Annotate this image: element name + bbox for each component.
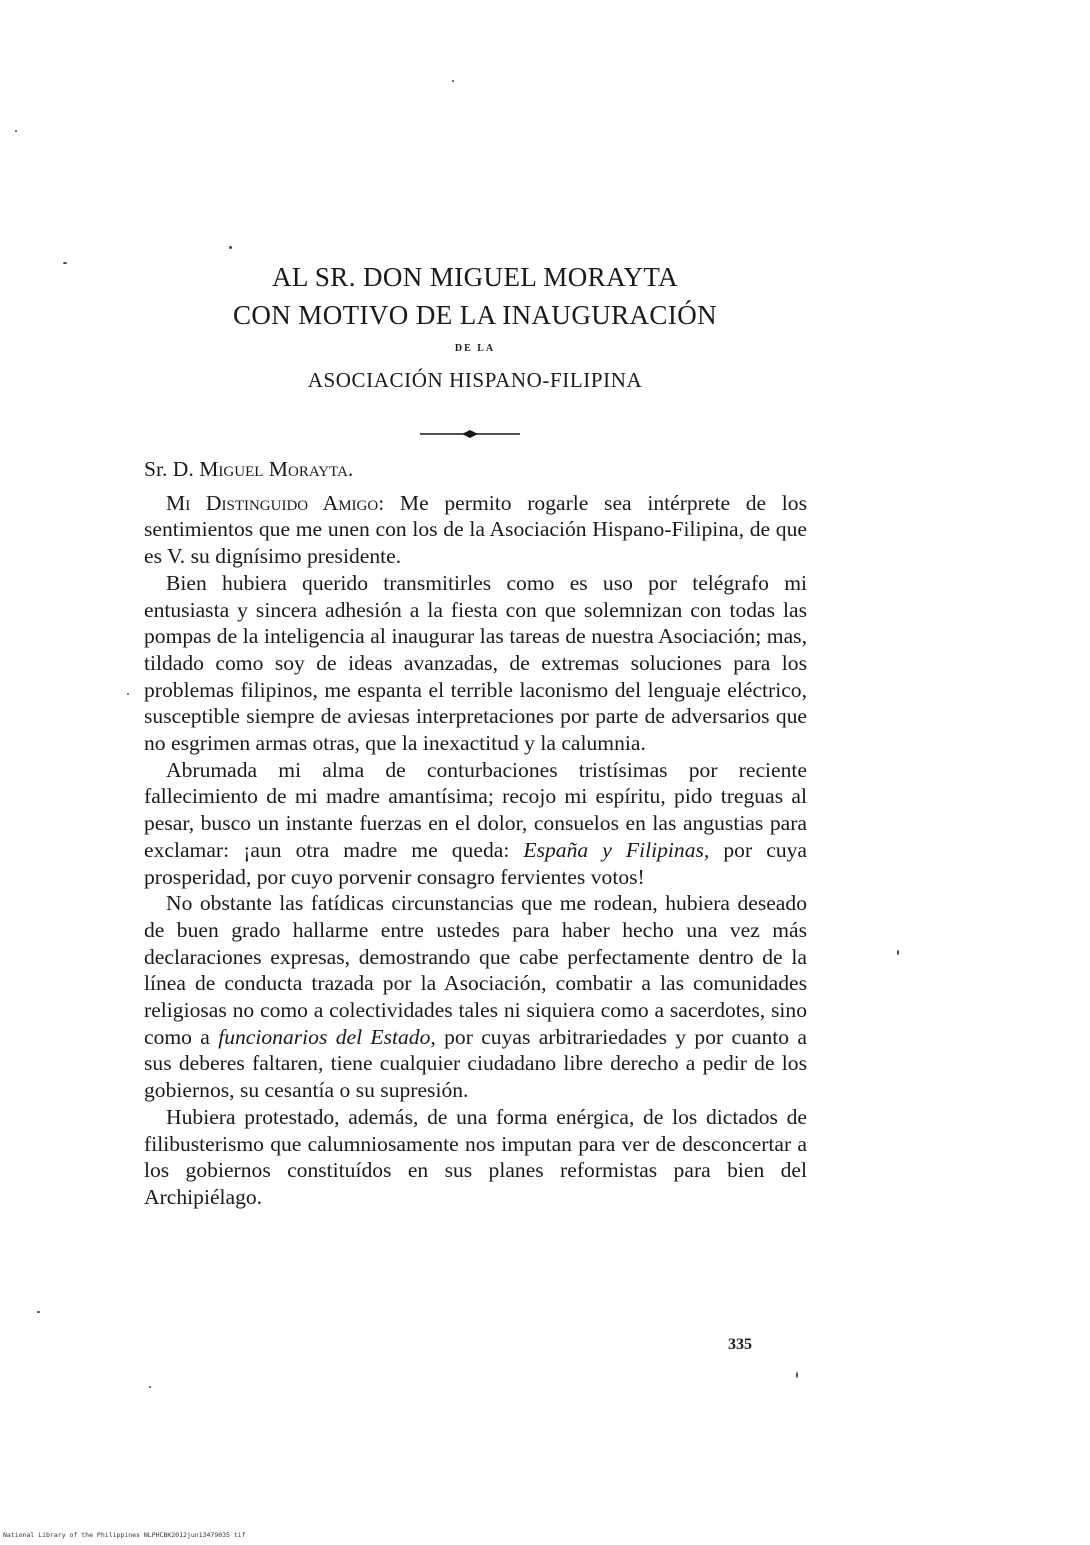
title-line-2: CON MOTIVO DE LA INAUGURACIÓN — [232, 300, 718, 330]
paragraph-1-text: : Me permito rogarle sea intérprete de los sentimientos que me unen con los de la Asociación Hispano-Filipina, de que es V. su dignísimo presidente. — [144, 490, 807, 569]
paragraph-4-text-a: No obstante las fatídicas circunstancias que me rodean, hubiera deseado de buen grado hallarme entre ustedes para haber hecho una vez más declaraciones expresas, demostrando que cabe perfectamente dentro de la línea de conducta trazada por la Asociación, combatir a las comunidades religiosas no como a colectividades tales ni siquiera como a sacerdotes, sino como a — [144, 891, 807, 1049]
scan-speck — [63, 262, 67, 264]
paragraph-3-text-b: por cuya prosperidad, por cuyo porvenir consagro fervientes votos! — [144, 837, 808, 889]
greeting: Mi Distinguido Amigo — [166, 490, 379, 515]
scan-speck — [149, 1386, 151, 1388]
paragraph-3-italic: España y Filipinas, — [523, 837, 710, 862]
ornament-divider-icon — [418, 427, 522, 441]
paragraph-4-text-b: por cuyas arbitrariedades y por cuanto a sus deberes faltaren, tiene cualquier ciudadano libre derecho a pedir de los gobiernos, su cesantía o su supresión. — [144, 1024, 807, 1103]
scan-speck — [37, 1311, 40, 1313]
scan-footer: National Library of the Philippines NLPHCBK2012jun13479035 tif — [3, 1531, 246, 1539]
salutation — [144, 456, 807, 483]
scan-speck — [897, 950, 899, 955]
paragraph-4 — [144, 890, 807, 1104]
title-line-1: AL SR. DON MIGUEL MORAYTA — [271, 262, 679, 292]
paragraph-2: Bien hubiera querido transmitirles como es uso por telégrafo mi entusiasta y sincera adhesión a la fiesta con que solemnizan con todas las pompas de la inteligencia al inaugurar las tareas de nuestra Asociación; mas, tildado como soy de ideas avanzadas, de extremas soluciones para los problemas filipinos, me espanta el terrible laconismo del lenguaje eléctrico, susceptible siempre de aviesas interpretaciones por parte de adversarios que no esgrimen armas otras, que la inexactitud y la calumnia. — [144, 570, 807, 756]
scan-speck — [127, 693, 129, 695]
title-block — [140, 258, 810, 394]
scan-speck — [796, 1372, 798, 1378]
paragraph-1 — [144, 490, 807, 570]
salutation-prefix: Sr. D. — [144, 457, 200, 481]
paragraph-3 — [144, 757, 807, 891]
page-number: 335 — [728, 1336, 752, 1353]
scan-speck — [229, 246, 232, 249]
scan-speck — [452, 80, 454, 82]
scan-speck — [15, 130, 17, 132]
letter-body — [144, 456, 807, 1211]
paragraph-4-italic: funcionarios del Estado, — [218, 1024, 436, 1049]
paragraph-5: Hubiera protestado, además, de una forma enérgica, de los dictados de filibusterismo que calumniosamente nos imputan para ver de desconcertar a los gobiernos constituídos en sus planes reformistas para bien del Archipiélago. — [144, 1104, 807, 1209]
title-line-4: ASOCIACIÓN HISPANO-FILIPINA — [307, 368, 643, 392]
paragraph-3-text-a: Abrumada mi alma de conturbaciones tristísimas por reciente fallecimiento de mi madre amantísima; recojo mi espíritu, pido treguas al pesar, busco un instante fuerzas en el dolor, consuelos en las angustias para exclamar: ¡aun otra madre me queda: — [144, 757, 807, 862]
title-line-3: DE LA — [454, 343, 496, 354]
salutation-name: Miguel Morayta. — [199, 457, 354, 481]
